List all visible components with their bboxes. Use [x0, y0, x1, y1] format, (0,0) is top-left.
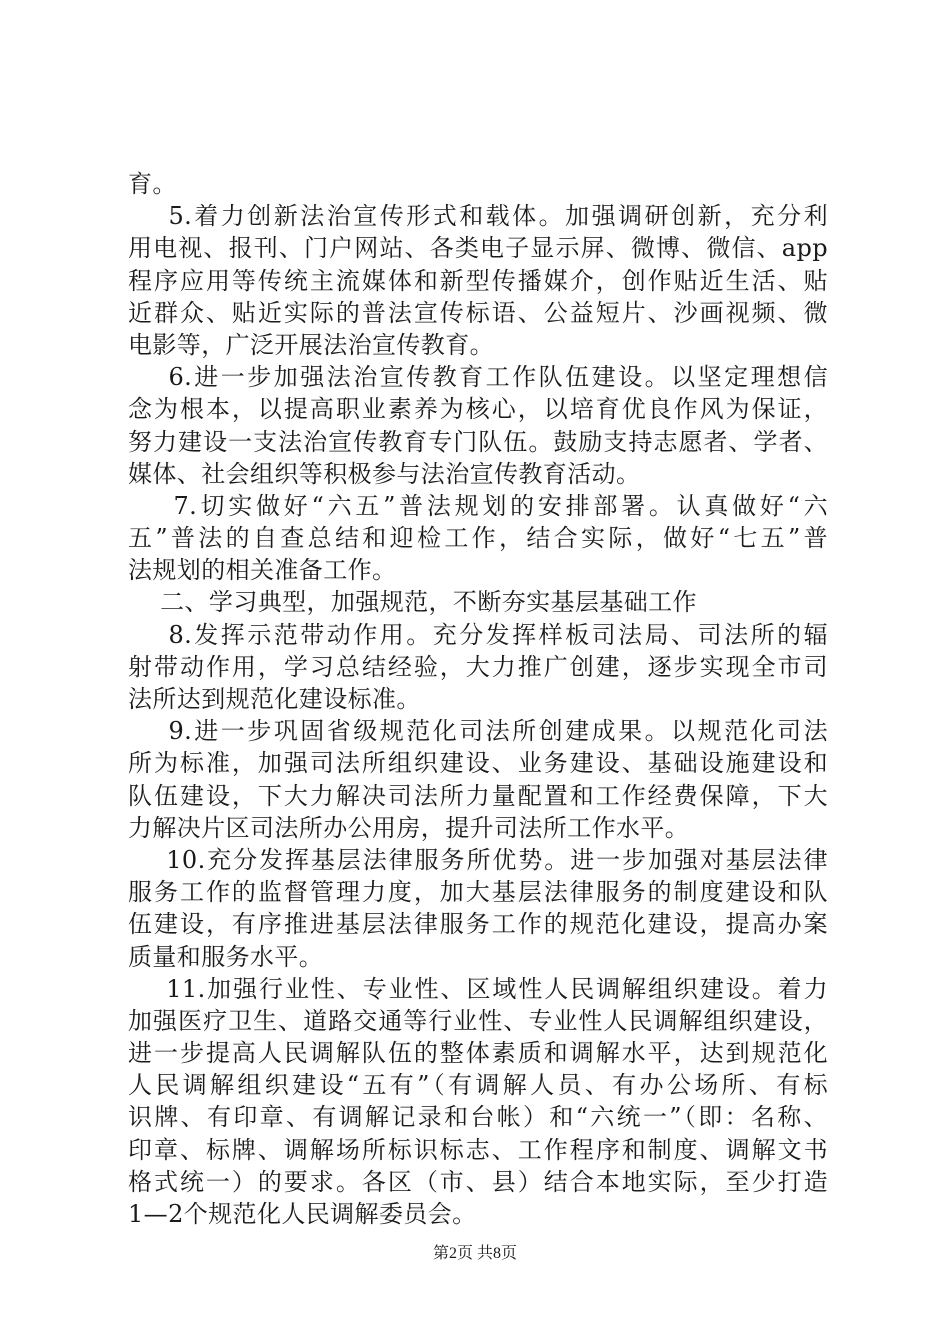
text-line: 1—2个规范化人民调解委员会。: [128, 1200, 477, 1228]
text-line: 格式统一）的要求。各区（市、县）结合本地实际，至少打造: [128, 1167, 828, 1196]
text-line: 二、学习典型，加强规范，不断夯实基层基础工作: [128, 588, 697, 617]
text-line: 媒体、社会组织等积极参与法治宣传教育活动。: [128, 459, 641, 488]
text-line: 育。: [128, 170, 177, 198]
text-line: 加强医疗卫生、道路交通等行业性、专业性人民调解组织建设，: [128, 1006, 828, 1035]
text-line: 9.进一步巩固省级规范化司法所创建成果。以规范化司法: [128, 717, 828, 746]
text-line: 程序应用等传统主流媒体和新型传播媒介，创作贴近生活、贴: [128, 266, 828, 295]
text-line: 所为标准，加强司法所组织建设、业务建设、基础设施建设和: [128, 749, 828, 778]
text-line: 识牌、有印章、有调解记录和台帐）和“六统一”（即：名称、: [128, 1103, 828, 1132]
page-footer: 第2页 共8页: [432, 1245, 517, 1262]
text-line: 五”普法的自查总结和迎检工作，结合实际，做好“七五”普: [128, 524, 828, 553]
text-line: 力解决片区司法所办公用房，提升司法所工作水平。: [128, 813, 690, 842]
text-line: 努力建设一支法治宣传教育专门队伍。鼓励支持志愿者、学者、: [128, 427, 828, 456]
text-line: 用电视、报刊、门户网站、各类电子显示屏、微博、微信、app: [128, 234, 828, 263]
text-line: 7.切实做好“六五”普法规划的安排部署。认真做好“六: [128, 491, 828, 520]
text-line: 队伍建设，下大力解决司法所力量配置和工作经费保障，下大: [128, 781, 828, 810]
text-line: 念为根本，以提高职业素养为核心，以培育优良作风为保证，: [128, 395, 828, 424]
text-line: 11.加强行业性、专业性、区域性人民调解组织建设。着力: [128, 974, 828, 1003]
text-line: 近群众、贴近实际的普法宣传标语、公益短片、沙画视频、微: [128, 298, 828, 327]
text-line: 5.着力创新法治宣传形式和载体。加强调研创新，充分利: [128, 202, 828, 231]
text-line: 法规划的相关准备工作。: [128, 556, 397, 585]
text-line: 进一步提高人民调解队伍的整体素质和调解水平，达到规范化: [128, 1039, 828, 1068]
text-line: 人民调解组织建设“五有”（有调解人员、有办公场所、有标: [128, 1071, 828, 1100]
text-line: 伍建设，有序推进基层法律服务工作的规范化建设，提高办案: [128, 910, 828, 939]
text-line: 服务工作的监督管理力度，加大基层法律服务的制度建设和队: [128, 878, 828, 907]
text-line: 法所达到规范化建设标准。: [128, 685, 421, 713]
document-body: [128, 168, 828, 1230]
text-line: 印章、标牌、调解场所标识标志、工作程序和制度、调解文书: [128, 1135, 828, 1164]
text-line: 质量和服务水平。: [128, 942, 324, 971]
text-line: 10.充分发挥基层法律服务所优势。进一步加强对基层法律: [128, 845, 828, 874]
text-line: 8.发挥示范带动作用。充分发挥样板司法局、司法所的辐: [128, 620, 828, 649]
text-line: 电影等，广泛开展法治宣传教育。: [128, 330, 494, 359]
text-line: 6.进一步加强法治宣传教育工作队伍建设。以坚定理想信: [128, 363, 828, 392]
text-line: 射带动作用，学习总结经验，大力推广创建，逐步实现全市司: [128, 652, 828, 681]
